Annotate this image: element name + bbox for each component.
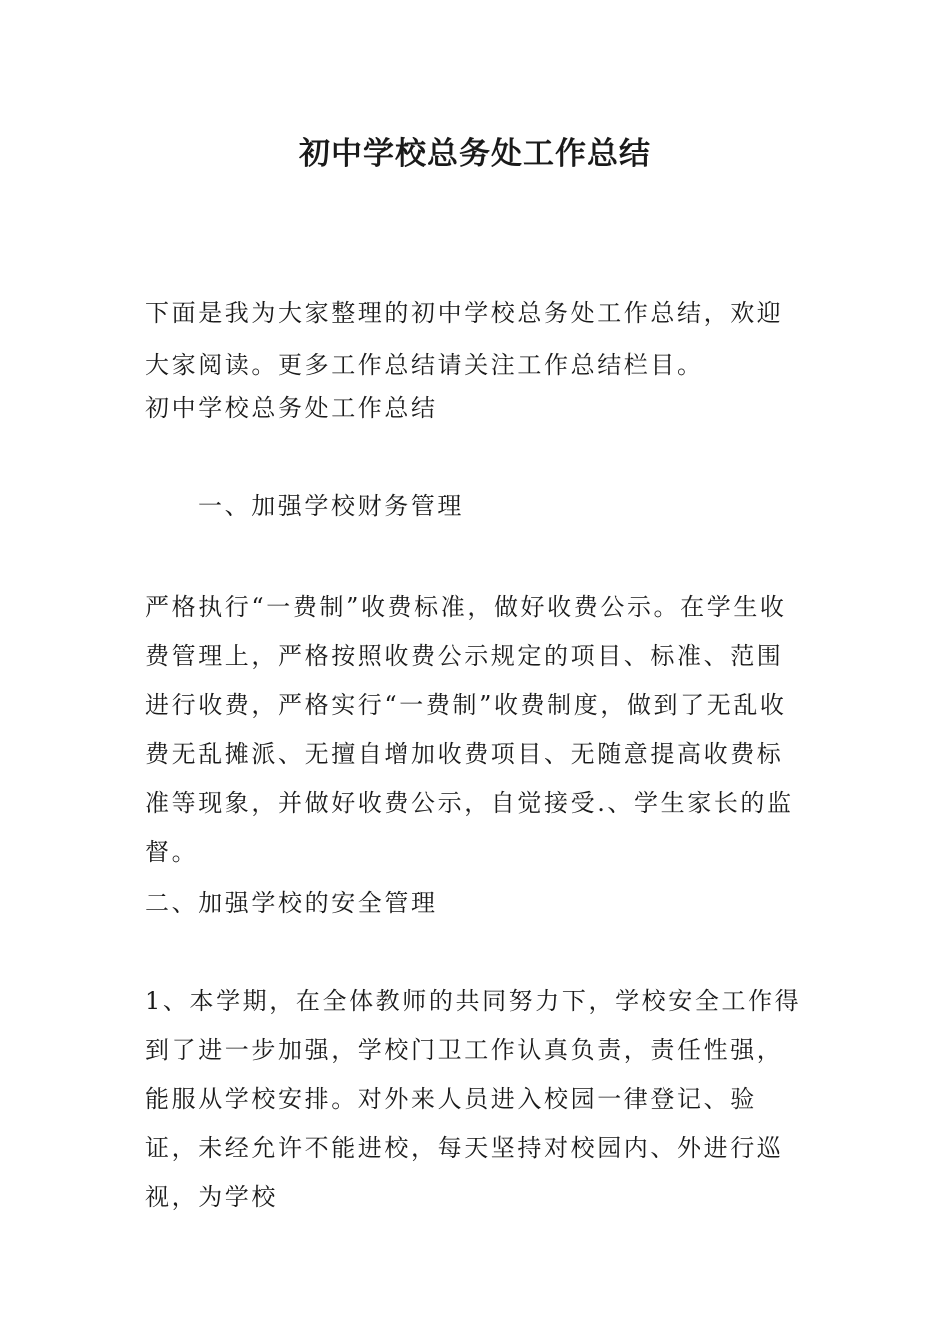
intro-subtitle: 初中学校总务处工作总结 — [145, 394, 438, 422]
section-2-heading: 二、加强学校的安全管理 — [145, 889, 438, 917]
section-1-paragraph: 严格执行“一费制”收费标准，做好收费公示。在学生收费管理上，严格按照收费公示规定的项目、标准、范围进行收费，严格实行“一费制”收费制度，做到了无乱收费无乱摊派、无擅自增加收费项目、无随意提高收费标准等现象，并做好收费公示，自觉接受.、学生家长的监督。 — [145, 593, 794, 866]
section-1-heading: 一、加强学校财务管理 — [198, 492, 464, 520]
document-title: 初中学校总务处工作总结 — [299, 136, 651, 172]
intro-paragraph: 下面是我为大家整理的初中学校总务处工作总结，欢迎大家阅读。更多工作总结请关注工作总结栏目。 — [145, 299, 784, 379]
section-2-paragraph: 1、本学期，在全体教师的共同努力下，学校安全工作得到了进一步加强，学校门卫工作认真负责，责任性强，能服从学校安排。对外来人员进入校园一律登记、验证，未经允许不能进校，每天坚持对校园内、外进行巡视，为学校 — [145, 987, 802, 1211]
